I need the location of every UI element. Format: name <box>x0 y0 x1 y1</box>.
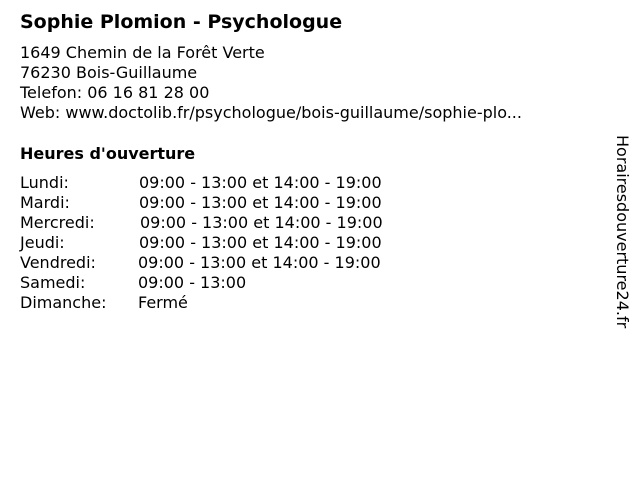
time-value: 09:00 - 13:00 <box>138 273 247 292</box>
business-title: Sophie Plomion - Psychologue <box>20 11 343 33</box>
time-value: Fermé <box>138 293 188 312</box>
time-value: 09:00 - 13:00 et 14:00 - 19:00 <box>140 213 383 232</box>
day-label: Dimanche: <box>20 293 107 312</box>
day-label: Vendredi: <box>20 253 96 272</box>
time-value: 09:00 - 13:00 et 14:00 - 19:00 <box>139 233 382 252</box>
site-watermark <box>612 135 632 347</box>
time-value: 09:00 - 13:00 et 14:00 - 19:00 <box>139 173 382 192</box>
day-label: Mardi: <box>20 193 70 212</box>
time-value: 09:00 - 13:00 et 14:00 - 19:00 <box>138 253 381 272</box>
hours-heading: Heures d'ouverture <box>20 144 196 163</box>
day-label: Jeudi: <box>20 233 65 252</box>
watermark-text: Horairesdouverture24.fr <box>613 135 632 329</box>
time-value: 09:00 - 13:00 et 14:00 - 19:00 <box>139 193 382 212</box>
day-label: Mercredi: <box>20 213 95 232</box>
address-line-1: 1649 Chemin de la Forêt Verte <box>20 43 265 62</box>
day-label: Samedi: <box>20 273 86 292</box>
phone-number[interactable]: Telefon: 06 16 81 28 00 <box>20 83 210 102</box>
day-label: Lundi: <box>20 173 69 192</box>
address-line-2: 76230 Bois-Guillaume <box>20 63 198 82</box>
contact-block <box>20 43 522 123</box>
website-link[interactable]: Web: www.doctolib.fr/psychologue/bois-guillaume/sophie-plo... <box>20 103 522 122</box>
